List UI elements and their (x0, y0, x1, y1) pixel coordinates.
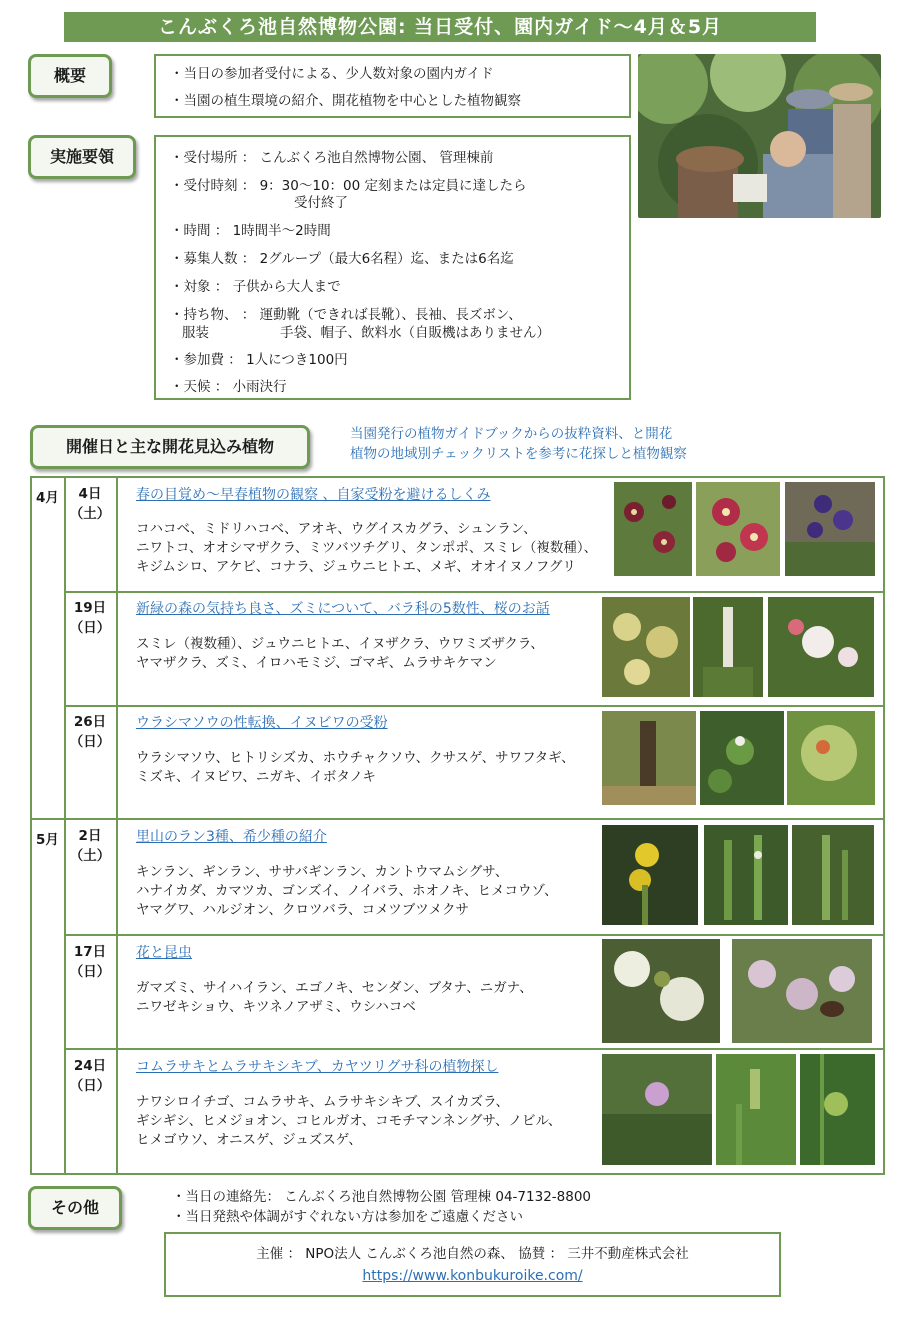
session-date (64, 1056, 116, 1096)
plant-line: ヒメゴウソ、オニスゲ、ジュズスゲ、 (136, 1132, 362, 1148)
schedule-note-line: 植物の地域別チェックリストを参考に花探しと植物観察 (350, 446, 687, 462)
page-title: こんぶくろ池自然博物公園: 当日受付、園内ガイド～4月＆5月 (64, 12, 816, 42)
session-plants (136, 863, 558, 920)
plant-line: ウラシマソウ、ヒトリシズカ、ホウチャクソウ、クサスゲ、サワフタギ、 (136, 750, 575, 766)
plant-photo (602, 939, 720, 1043)
session-topic-link[interactable]: コムラサキとムラサキシキブ、カヤツリグサ科の植物探し (136, 1059, 499, 1075)
overview-panel (154, 54, 631, 118)
session-plants (136, 749, 575, 787)
overview-line: ・当日の参加者受付による、少人数対象の園内ガイド (170, 66, 494, 82)
plant-photo (792, 825, 874, 925)
table-divider (116, 478, 118, 1173)
plant-line: スミレ（複数種）、ジュウニヒトエ、イヌザクラ、ウワミズザクラ、 (136, 636, 544, 652)
plant-photo (787, 711, 875, 805)
plant-photo (696, 482, 780, 576)
details-panel (154, 135, 631, 400)
plant-line: ガマズミ、サイハイラン、エゴノキ、センダン、ブタナ、ニガナ、 (136, 980, 533, 996)
session-weekday: （日） (69, 1078, 111, 1094)
session-day: 4日 (78, 486, 102, 502)
overview-label-text: 概要 (53, 66, 86, 85)
session-topic-link[interactable]: 里山のラン3種、希少種の紹介 (136, 829, 327, 845)
details-line: ・持ち物、 ： 運動靴（できれば長靴）、長袖、長ズボン、 (170, 307, 522, 323)
session-weekday: （土） (69, 506, 111, 522)
plant-photo (800, 1054, 875, 1165)
plant-line: キンラン、ギンラン、ササバギンラン、カントウマムシグサ、 (136, 864, 509, 880)
table-divider (64, 705, 883, 707)
table-divider (32, 818, 883, 820)
session-plants (136, 635, 544, 673)
session-day: 17日 (73, 944, 107, 960)
guide-group-photo (638, 54, 881, 218)
plant-line: ナワシロイチゴ、コムラサキ、ムラサキシキブ、スイカズラ、 (136, 1094, 510, 1110)
details-line: ・受付場所 ： こんぶくろ池自然博物公園、 管理棟前 (170, 150, 494, 166)
table-divider (64, 1048, 883, 1050)
session-day: 2日 (78, 828, 102, 844)
session-day: 19日 (73, 600, 107, 616)
session-plants (136, 1093, 561, 1150)
contact-line: ・当日の連絡先： こんぶくろ池自然博物公園 管理棟 04-7132-8800 (172, 1189, 592, 1205)
details-line: ・天候 ： 小雨決行 (170, 379, 287, 395)
plant-photo (602, 597, 690, 697)
plant-line: ハナイカダ、カマツカ、ゴンズイ、ノイバラ、ホオノキ、ヒメコウゾ、 (136, 883, 558, 899)
plant-photo (704, 825, 788, 925)
month-may: 5月 (36, 832, 59, 848)
plant-line: ヤマグワ、ハルジオン、クロツバラ、コメツブツメクサ (136, 902, 469, 918)
session-date (64, 598, 116, 638)
schedule-note-line: 当園発行の植物ガイドブックからの抜粋資料、と開花 (350, 426, 673, 442)
session-date (64, 826, 116, 866)
session-date (64, 484, 116, 524)
other-info (172, 1187, 591, 1227)
plant-photo (716, 1054, 796, 1165)
plant-photo (732, 939, 872, 1043)
plant-photo (602, 711, 696, 805)
plant-photo (693, 597, 763, 697)
session-topic-link[interactable]: 新緑の森の気持ち良さ、ズミについて、バラ科の5数性、桜のお話 (136, 601, 550, 617)
schedule-table (30, 476, 885, 1175)
details-label-text: 実施要領 (49, 147, 114, 166)
session-date (64, 712, 116, 752)
overview-line: ・当園の植生環境の紹介、開花植物を中心とした植物観察 (170, 93, 521, 109)
plant-line: コハコベ、ミドリハコベ、アオキ、ウグイスカグラ、シュンラン、 (136, 521, 537, 537)
details-line: ・受付時刻 ： 9：30～10：00 定刻または定員に達したら (170, 178, 527, 194)
footer-box (164, 1232, 781, 1297)
plant-photo (602, 825, 698, 925)
details-line: ・時間 ： 1時間半～2時間 (170, 223, 331, 239)
plant-photo (785, 482, 875, 576)
plant-photo (602, 1054, 712, 1165)
session-weekday: （日） (69, 734, 111, 750)
details-line: ・参加費 ： 1人につき100円 (170, 352, 348, 368)
website-link[interactable]: https://www.konbukuroike.com/ (362, 1268, 583, 1284)
plant-line: ニワゼキショウ、キツネノアザミ、ウシハコベ (136, 999, 416, 1015)
month-april: 4月 (36, 490, 59, 506)
table-divider (64, 934, 883, 936)
session-day: 24日 (73, 1058, 107, 1074)
plant-line: ニワトコ、オオシマザクラ、ミツバツチグリ、タンポポ、スミレ（複数種）、 (136, 540, 598, 556)
organizer-text: 主催 ： NPO法人 こんぶくろ池自然の森、 協賛 ： 三井不動産株式会社 (256, 1246, 689, 1262)
session-day: 26日 (73, 714, 107, 730)
details-line: 服装 (182, 325, 209, 341)
details-label (28, 135, 136, 179)
other-label (28, 1186, 122, 1230)
session-topic-link[interactable]: ウラシマソウの性転換、イヌビワの受粉 (136, 715, 388, 731)
session-plants (136, 520, 597, 577)
session-topic-link[interactable]: 花と昆虫 (136, 945, 192, 961)
other-label-text: その他 (50, 1198, 99, 1217)
details-line: ・募集人数 ： 2グループ（最大6名程）迄、または6名迄 (170, 251, 514, 267)
schedule-label-text: 開催日と主な開花見込み植物 (65, 437, 274, 456)
session-weekday: （日） (69, 964, 111, 980)
session-date (64, 942, 116, 982)
overview-label (28, 54, 112, 98)
schedule-label (30, 425, 310, 469)
plant-line: キジムシロ、アケビ、コナラ、ジュウニヒトエ、メギ、オオイヌノフグリ (136, 559, 576, 575)
details-line: ・対象 ： 子供から大人まで (170, 279, 341, 295)
plant-photo (614, 482, 692, 576)
details-line: 受付終了 (294, 195, 348, 211)
table-divider (64, 591, 883, 593)
schedule-note (350, 424, 687, 464)
session-weekday: （土） (69, 848, 111, 864)
details-line: 手袋、帽子、飲料水（自販機はありません） (280, 325, 550, 341)
plant-photo (700, 711, 784, 805)
health-notice-line: ・当日発熱や体調がすぐれない方は参加をご遠慮ください (172, 1209, 523, 1225)
plant-line: ギシギシ、ヒメジョオン、コヒルガオ、コモチマンネングサ、ノビル、 (136, 1113, 562, 1129)
session-topic-link[interactable]: 春の目覚め～早春植物の観察 、自家受粉を避けるしくみ (136, 487, 491, 503)
session-plants (136, 979, 533, 1017)
plant-line: ヤマザクラ、ズミ、イロハモミジ、ゴマギ、ムラサキケマン (136, 655, 497, 671)
plant-photo (768, 597, 874, 697)
session-weekday: （日） (69, 620, 111, 636)
plant-line: ミズキ、イヌビワ、ニガキ、イボタノキ (136, 769, 376, 785)
